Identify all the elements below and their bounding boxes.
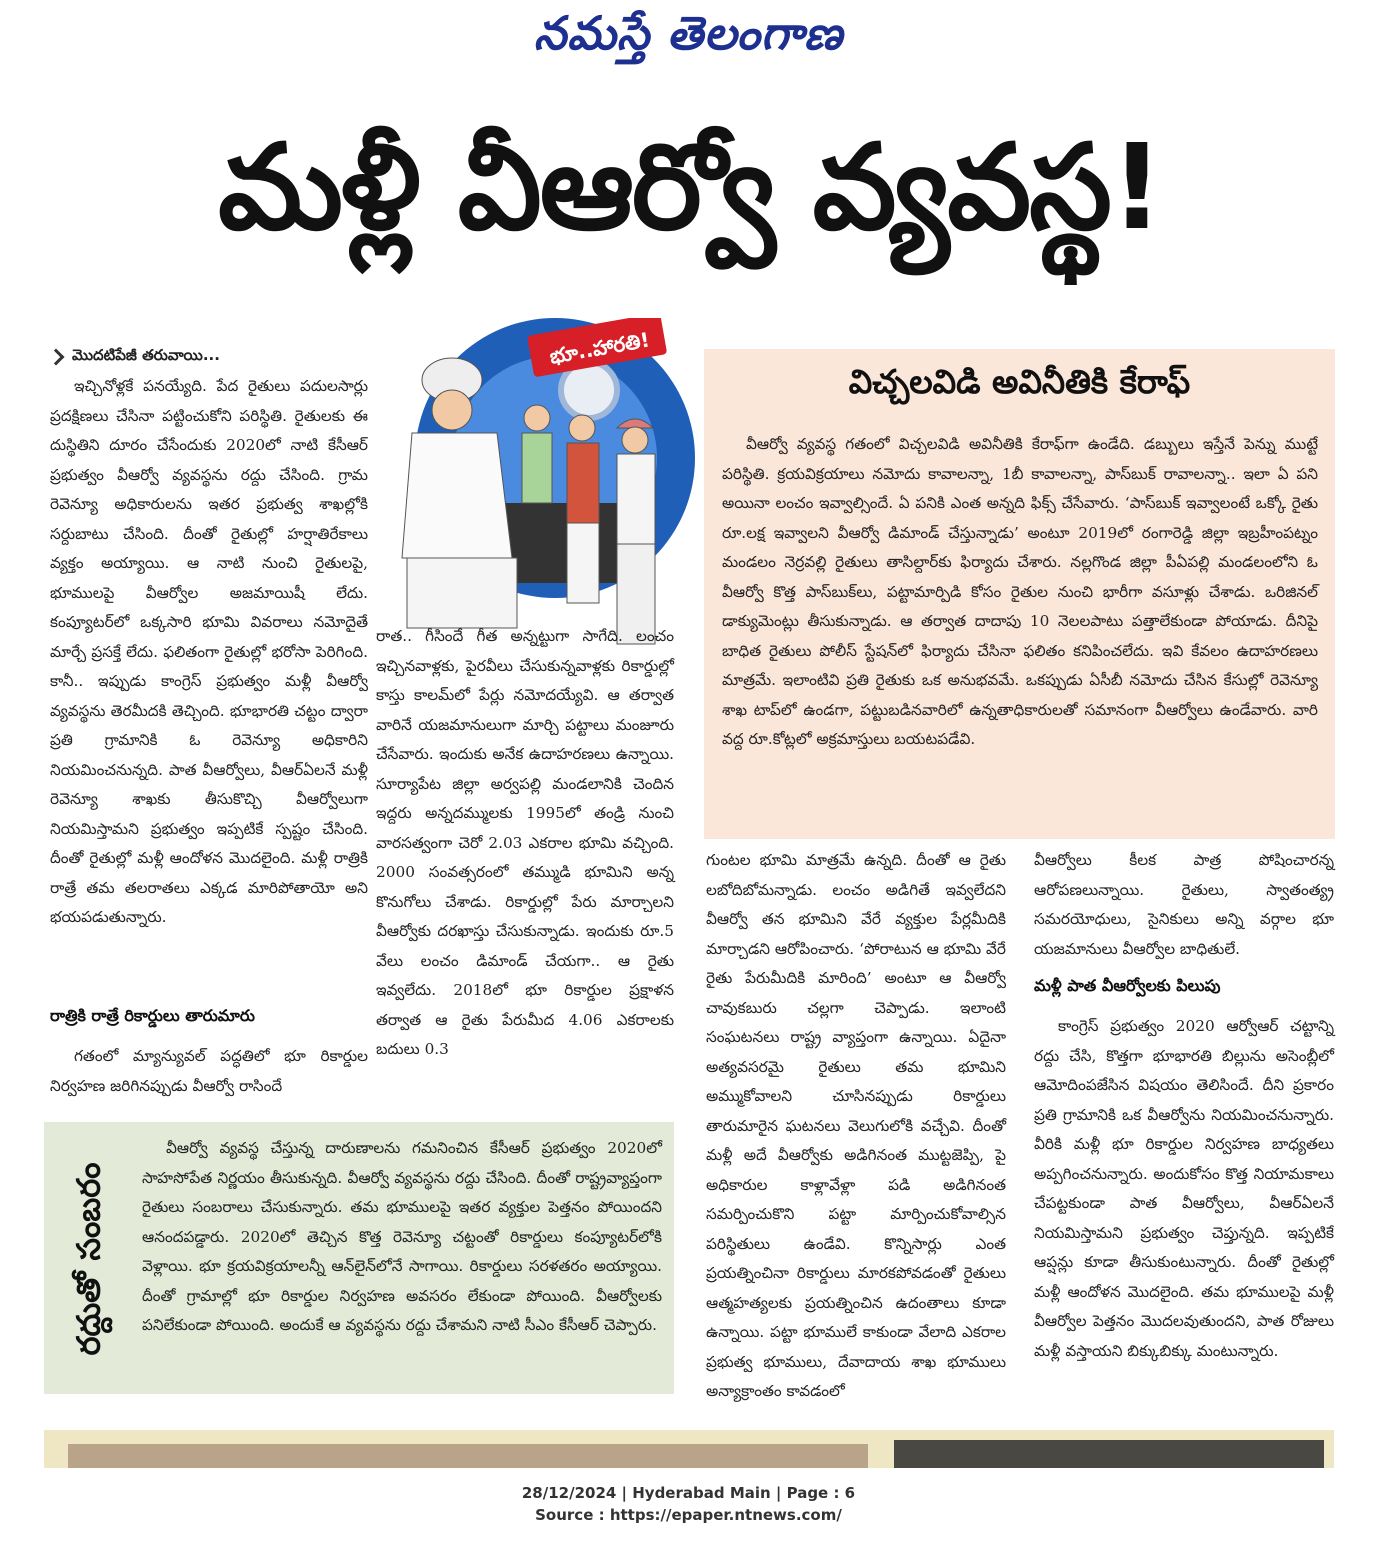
continued-from-front [50,346,220,368]
celebration-box-vertical-title [52,1132,132,1386]
corruption-box-body [722,430,1318,755]
footer-source: Source : https://epaper.ntnews.com/ [535,1506,842,1524]
illustration [377,318,699,658]
column-4-continued [1034,1012,1334,1366]
page-headline: మళ్లీ వీఆర్వో వ్యవస్థ! [218,118,1162,256]
corruption-box-para: వీఆర్వో వ్యవస్థ గతంలో విచ్చలవిడి అవినీతికి కేరాఫ్‌గా ఉండేది. డబ్బులు ఇస్తేనే పెన్ను ముట్టే పరిస్థితి. క్రయవిక్రయాలు నమోదు కావాలన్నా, 1బీ కావాలన్నా, పాస్‌బుక్ రావాలన్నా.. ఇలా ఏ పని అయినా లంచం ఇవ్వాల్సిందే. ఏ పనికి ఎంత అన్నది ఫిక్స్ చేసేవారు. ‘పాస్‌బుక్ ఇవ్వాలంటే ఒక్కో రైతు రూ.లక్ష ఇవ్వాలని వీఆర్వో డిమాండ్ చేస్తున్నాడు’ అంటూ 2019లో రంగారెడ్డి జిల్లా ఇబ్రహీంపట్నం మండలం నెర్రవల్లి రైతులు తాసిల్దార్‌కు ఫిర్యాదు చేశారు. నల్లగొండ జిల్లా పీఏపల్లి మండలంలోని ఓ వీఆర్వో కొత్త పాస్‌బుక్‌లు, పట్టామార్పిడి కోసం రైతుల నుంచి భారీగా వసూళ్లు చేశాడు. ఒరిజినల్ డాక్యుమెంట్లు తీసుకున్నాడు. ఆ తర్వాత దాదాపు 10 నెలలపాటు పత్తాలేకుండా పోయాడు. దీనిపై బాధిత రైతులు పోలీస్ స్టేషన్‌లో ఫిర్యాదు చేసినా ఫలితం కనిపించలేదు. ఇవి కేవలం ఉదాహరణలు మాత్రమే. ఇలాంటివి ప్రతి రైతుకు ఒక అనుభవమే. ఒకప్పుడు ఏసీబీ నమోదు చేసిన కేసుల్లో రెవెన్యూ శాఖ టాప్‌లో ఉండగా, పట్టుబడినవారిలో ఉన్నతాధికారులతో సమానంగా వీఆర్వోలు ఉండేవారు. వారి వద్ద రూ.కోట్లలో అక్రమాస్తులు బయటపడేవి. [722,435,1318,748]
celebration-box-para: వీఆర్వో వ్యవస్థ చేస్తున్న దారుణాలను గమనించిన కేసీఆర్ ప్రభుత్వం 2020లో సాహసోపేత నిర్ణయం తీసుకున్నది. వీఆర్వో వ్యవస్థను రద్దు చేసింది. దీంతో రాష్ట్రవ్యాప్తంగా రైతులు సంబరాలు చేసుకున్నారు. తమ భూములపై ఇతర వ్యక్తుల పెత్తనం పోయిందని ఆనందపడ్డారు. 2020లో తెచ్చిన కొత్త రెవెన్యూ చట్టంతో రికార్డులు కంప్యూటర్‌లోకి వెళ్లాయి. భూ క్రయవిక్రయాలన్నీ ఆన్‌లైన్‌లోనే సాగాయి. రికార్డులు సరళతరం అయ్యాయి. దీంతో గ్రామాల్లో భూ రికార్డుల నిర్వహణ అవసరం లేకుండా పోయింది. వీఆర్వోలకు పనిలేకుండా పోయింది. అందుకే ఆ వ్యవస్థను రద్దు చేశామని నాటి సీఎం కేసీఆర్ చెప్పారు. [142,1139,662,1334]
page-footer [0,1482,1377,1526]
column-4-para-2: కాంగ్రెస్ ప్రభుత్వం 2020 ఆర్వోఆర్ చట్టాన్ని రద్దు చేసి, కొత్తగా భూభారతి బిల్లును అసెంబ్లీలో ఆమోదింపజేసిన విషయం తెలిసిందే. దీని ప్రకారం ప్రతి గ్రామానికి ఒక వీఆర్వోను నియమించనున్నారు. వీరికి మళ్లీ భూ రికార్డుల నిర్వహణ బాధ్యతలు అప్పగించనున్నారు. అందుకోసం కొత్త నియామకాలు చేపట్టకుండా పాత వీఆర్వోలు, వీఆర్ఏలనే నియమిస్తామని ప్రభుత్వం చెప్తున్నది. ఇప్పటికే ఆప్షన్లు కూడా తీసుకుంటున్నారు. దీంతో రైతుల్లో మళ్లీ ఆందోళన మొదలైంది. తమ భూములపై మళ్లీ వీఆర్వోల పెత్తనం మొదలవుతుందని, పాత రోజులు మళ్లీ వస్తాయని బిక్కుబిక్కు మంటున్నారు. [1034,1017,1334,1360]
column-2-para: రాత.. గీసిందే గీత అన్నట్టుగా సాగేది. లంచం ఇచ్చినవాళ్లకు, పైరవీలు చేసుకున్నవాళ్లకు రికార్డుల్లో కాస్తు కాలమ్‌లో పేర్లు నమోదయ్యేవి. ఆ తర్వాత వారినే యజమానులుగా మార్చి పట్టాలు మంజూరు చేసేవారు. ఇందుకు అనేక ఉదాహరణలు ఉన్నాయి. సూర్యాపేట జిల్లా అర్వపల్లి మండలానికి చెందిన ఇద్దరు అన్నదమ్ములకు 1995లో తండ్రి నుంచి వారసత్వంగా చెరో 2.03 ఎకరాల భూమి వచ్చింది. 2000 సంవత్సరంలో తమ్ముడి భూమిని అన్న కొనుగోలు చేశాడు. రికార్డుల్లో పేరు మార్చాలని వీఆర్వోకు దరఖాస్తు చేసుకున్నాడు. ఇందుకు రూ.5 వేలు లంచం డిమాండ్ చేయగా.. ఆ రైతు ఇవ్వలేదు. 2018లో భూ రికార్డుల ప్రక్షాళన తర్వాత ఆ రైతు పేరుమీద 4.06 ఎకరాలకు బదులు 0.3 [376,627,674,1058]
corruption-box-title: విచ్చలవిడి అవినీతికి కేరాఫ్ [848,362,1191,401]
column-1-subhead: రాత్రికి రాత్రే రికార్డులు తారుమారు [50,1006,255,1025]
column-1-para: ఇచ్చినోళ్లకే పనయ్యేది. పేద రైతులు పదులసార్లు ప్రదక్షిణలు చేసినా పట్టించుకోని పరిస్థితి. రైతులకు ఈ దుస్థితిని దూరం చేసేందుకు 2020లో నాటి కేసీఆర్ ప్రభుత్వం వీఆర్వో వ్యవస్థను రద్దు చేసింది. గ్రామ రెవెన్యూ అధికారులను ఇతర ప్రభుత్వ శాఖల్లోకి సర్దుబాటు చేసింది. దీంతో రైతుల్లో హర్షాతిరేకాలు వ్యక్తం అయ్యాయి. ఆ నాటి నుంచి రైతులపై, భూములపై వీఆర్వోల అజమాయిషీ లేదు. కంప్యూటర్‌లో ఒక్కసారి భూమి వివరాలు నమోదైతే మార్చే ప్రసక్తే లేదు. ఫలితంగా రైతుల్లో భరోసా పెరిగింది. కానీ.. ఇప్పుడు కాంగ్రెస్ ప్రభుత్వం మళ్లీ వీఆర్వో వ్యవస్థను తెరమీదకి తెచ్చింది. భూభారతి చట్టం ద్వారా ప్రతి గ్రామానికి ఓ రెవెన్యూ అధికారిని నియమించనున్నది. పాత వీఆర్వోలు, వీఆర్ఏలనే మళ్లీ రెవెన్యూ శాఖకు తీసుకొచ్చి వీఆర్వోలుగా నియమిస్తామని ప్రభుత్వం ఇప్పటికే స్పష్టం చేసింది. దీంతో రైతుల్లో మళ్లీ ఆందోళన మొదలైంది. మళ్లీ రాత్రికి రాత్రే తమ తలరాతలు ఎక్కడ మారిపోతాయో అని భయపడుతున్నారు. [50,377,368,926]
chevron-right-icon [48,349,65,366]
next-article-strip [44,1430,1334,1468]
column-1-continued [50,1042,368,1101]
column-2 [376,622,674,1065]
footer-edition: 28/12/2024 | Hyderabad Main | Page : 6 [521,1484,856,1502]
column-4-para: వీఆర్వోలు కీలక పాత్ర పోషించారన్న ఆరోపణలున్నాయి. రైతులు, స్వాతంత్య్ర సమరయోధులు, సైనికులు అన్ని వర్గాల భూ యజమానులు వీఆర్వోల బాధితులే. [1034,851,1334,958]
next-article-photo [68,1444,868,1468]
celebration-box-body [142,1134,662,1341]
column-3 [706,846,1006,1407]
bhu-harathi-badge: భూ..హారతి! [547,327,652,369]
column-1-para-2: గతంలో మ్యాన్యువల్ పద్ధతిలో భూ రికార్డుల నిర్వహణ జరిగినప్పుడు వీఆర్వో రాసిందే [50,1047,368,1095]
column-3-para: గుంటల భూమి మాత్రమే ఉన్నది. దీంతో ఆ రైతు లబోదిబోమన్నాడు. లంచం అడిగితే ఇవ్వలేదని వీఆర్వో తన భూమిని వేరే వ్యక్తుల పేర్లమీదికి మార్చాడని ఆరోపించారు. ‘పోరాటున ఆ భూమి వేరే రైతు పేరుమీదికి మారింది’ అంటూ ఆ వీఆర్వో చావుకబురు చల్లగా చెప్పాడు. ఇలాంటి సంఘటనలు రాష్ట్ర వ్యాప్తంగా ఉన్నాయి. ఏదైనా అత్యవసరమై రైతులు తమ భూమిని అమ్ముకోవాలని చూసినప్పుడు రికార్డులు తారుమారైన ఘటనలు వెలుగులోకి వచ్చేవి. దీంతో మళ్లీ అదే వీఆర్వోకు అడిగినంత ముట్టజెప్పి, పై అధికారుల కాళ్లావేళ్లా పడి అడిగినంత సమర్పించుకొని పట్టా మార్పించుకోవాల్సిన పరిస్థితులు ఉండేవి. కొన్నిసార్లు ఎంత ప్రయత్నించినా రికార్డులు మారకపోవడంతో రైతులు ఆత్మహత్యలకు ప్రయత్నించిన ఉదంతాలు కూడా ఉన్నాయి. పట్టా భూములే కాకుండా వేలాది ఎకరాల ప్రభుత్వ భూములు, దేవాదాయ శాఖ భూములు అన్యాక్రాంతం కావడంలో [706,851,1006,1400]
column-1 [50,372,368,933]
column-4-subhead: మళ్లీ పాత వీఆర్వోలకు పిలుపు [1034,976,1221,995]
continued-label: మొదటిపేజీ తరువాయి... [72,346,220,364]
next-article-headline-fragment [894,1440,1324,1468]
celebration-box-title: రద్దుతో సంబరం [69,1162,107,1356]
masthead-logo: నమస్తే తెలంగాణ [533,6,844,60]
column-4 [1034,846,1334,964]
